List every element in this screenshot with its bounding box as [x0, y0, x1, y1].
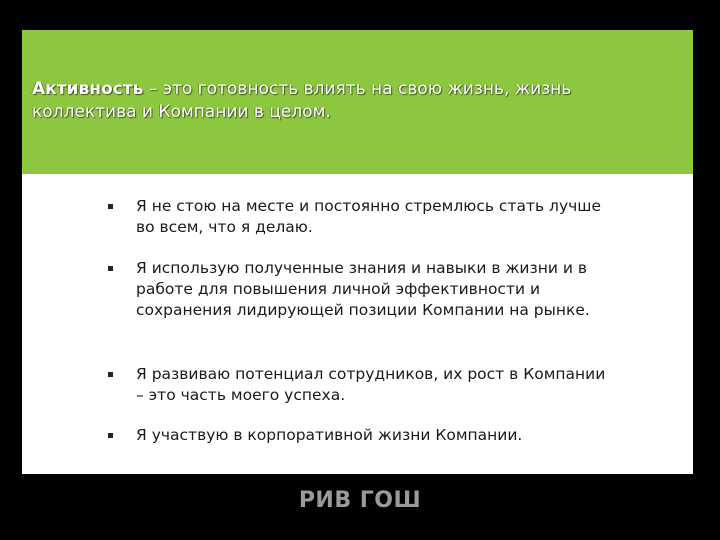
list-item-text: Я не стою на месте и постоянно стремлюсь стать лучше во всем, что я делаю.: [136, 197, 602, 236]
definition-body: – это готовность влиять на свою жизнь, жизнь коллектива и Компании в целом.: [32, 79, 572, 122]
list-item-text: Я участвую в корпоративной жизни Компании.: [136, 426, 523, 444]
square-bullet-icon: [108, 372, 113, 377]
definition-text: [32, 78, 672, 124]
brand-logo: РИВ ГОШ: [298, 488, 422, 513]
square-bullet-icon: [108, 433, 113, 438]
list-item-text: Я развиваю потенциал сотрудников, их рост в Компании – это часть моего успеха.: [136, 365, 606, 404]
list-item-text: Я использую полученные знания и навыки в жизни и в работе для повышения личной эффективности и сохранения лидирующей позиции Компании на рынке.: [136, 259, 590, 319]
definition-banner: [22, 30, 693, 174]
square-bullet-icon: [108, 204, 113, 209]
definition-term: Активность: [32, 79, 144, 99]
slide: [22, 30, 693, 474]
square-bullet-icon: [108, 266, 113, 271]
